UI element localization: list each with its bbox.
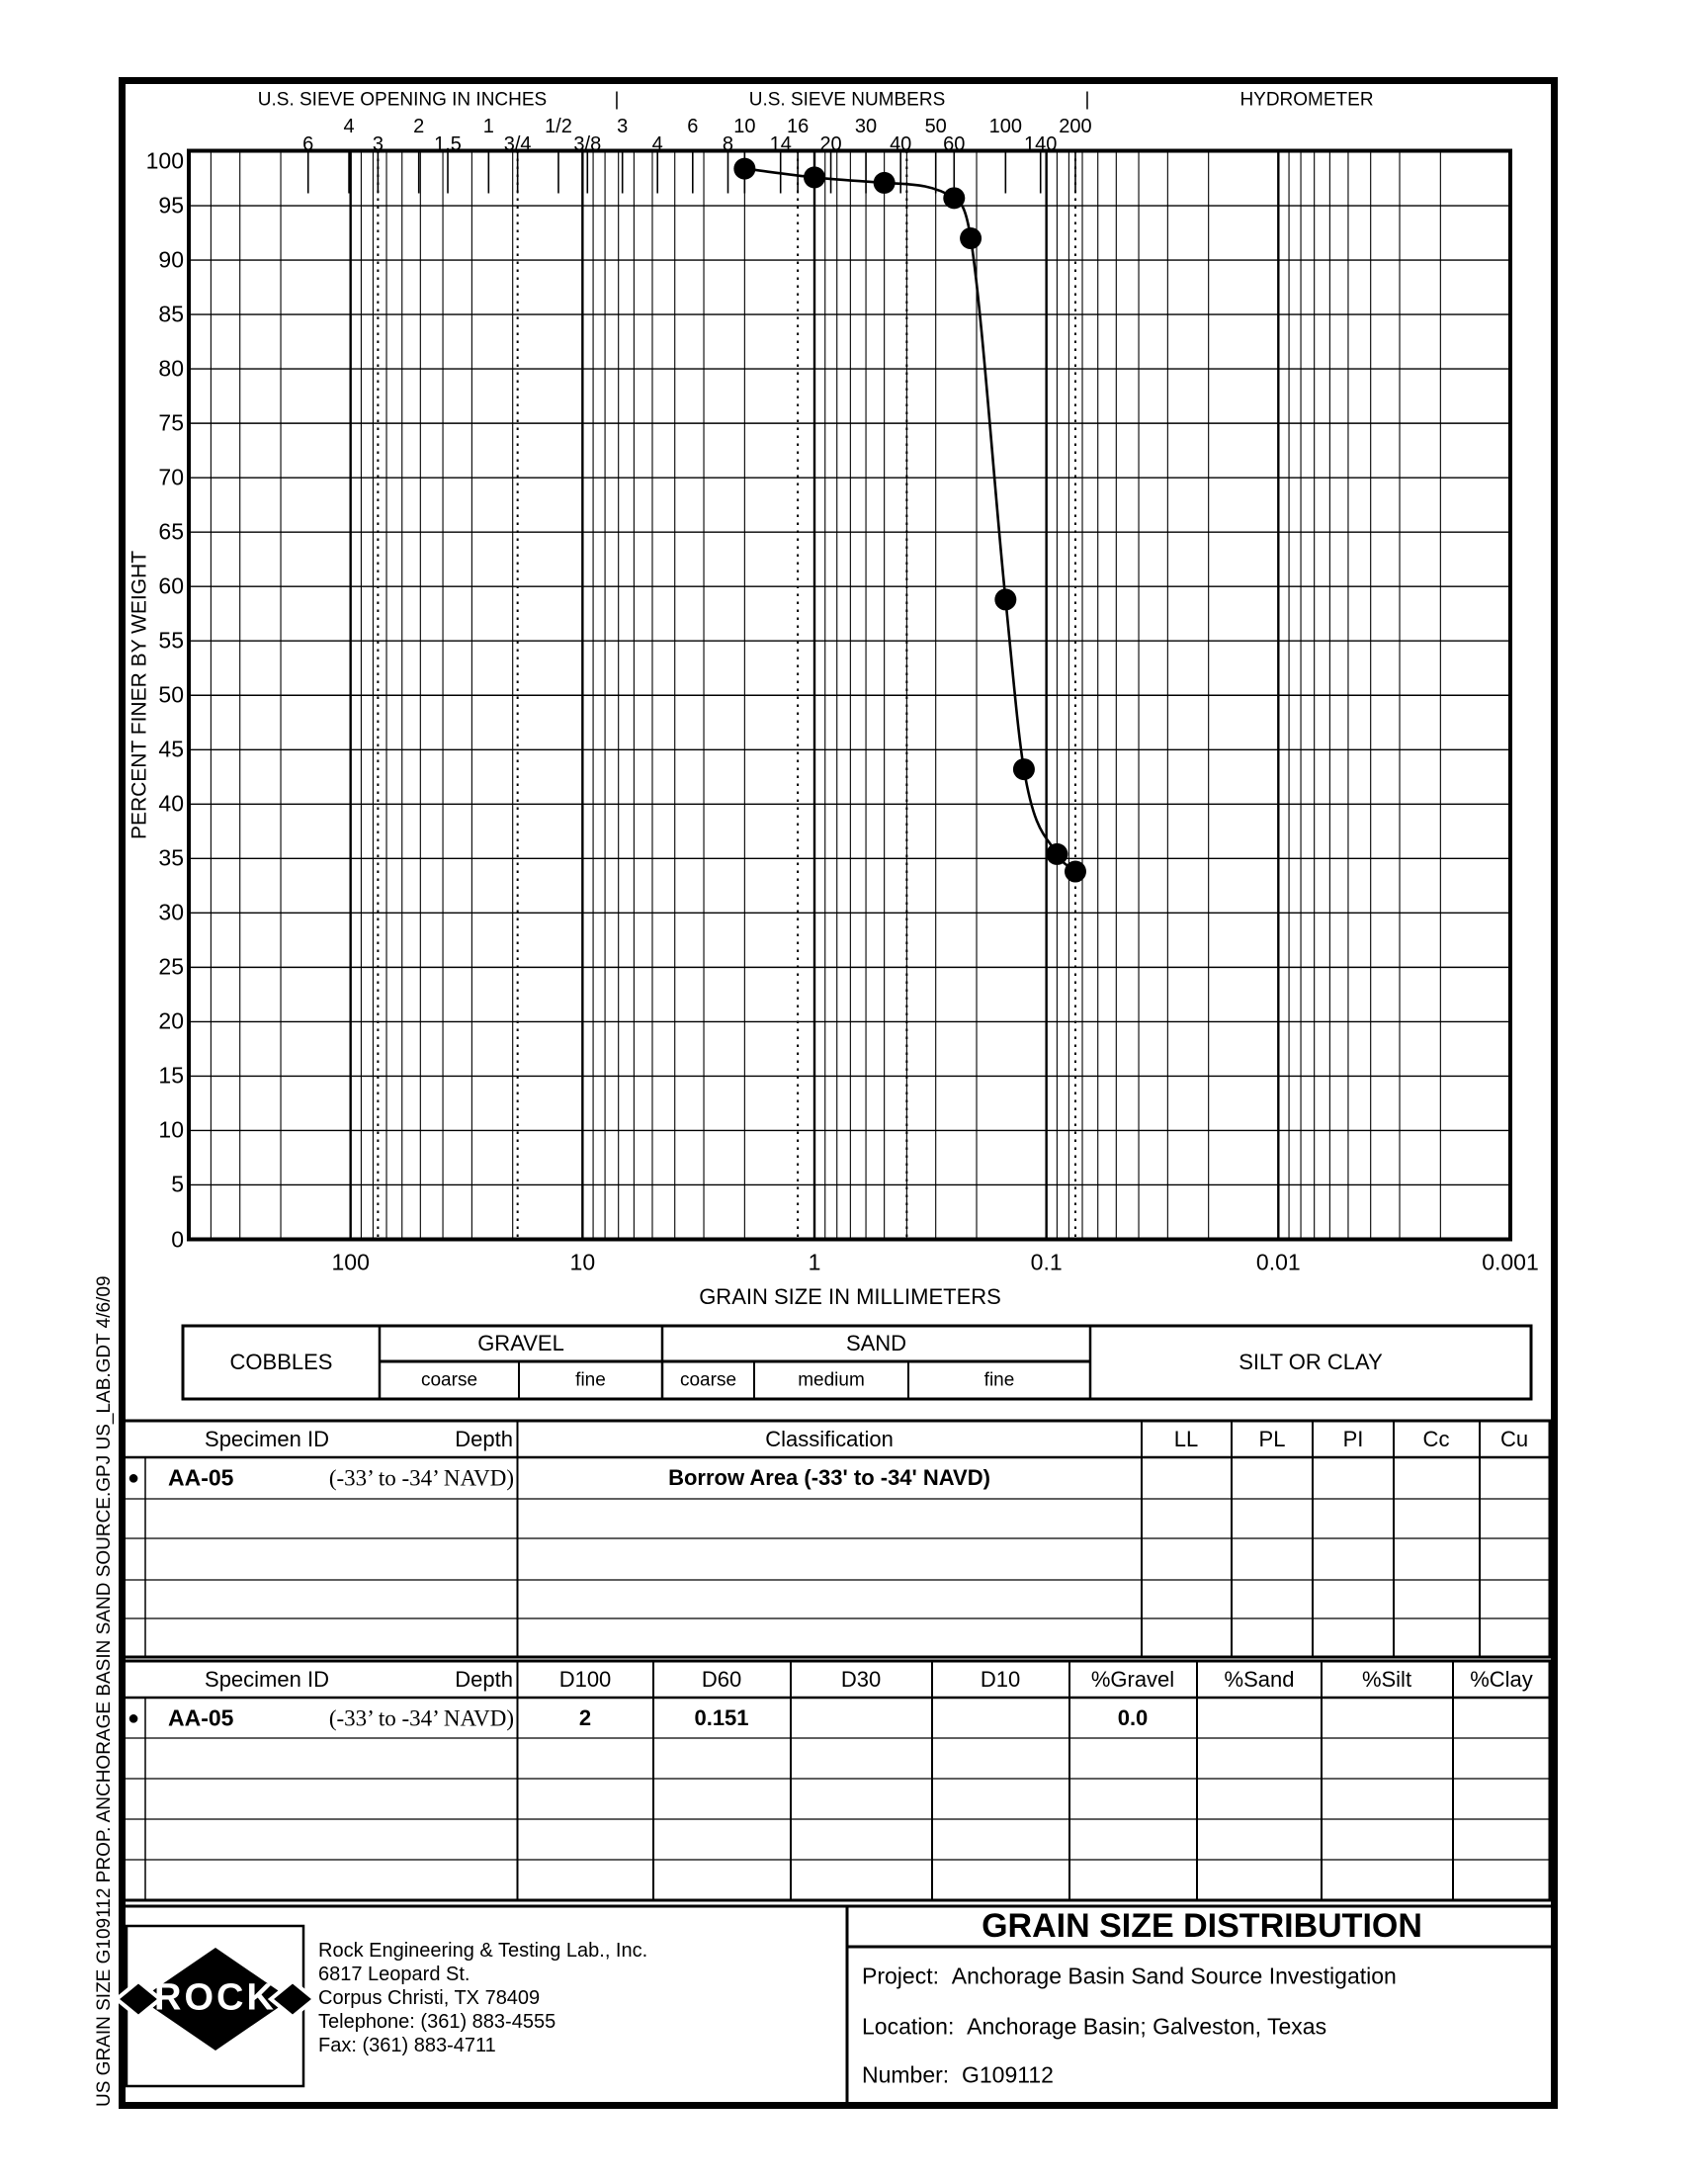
sieve-size-label: 1/2 [545, 116, 572, 137]
x-axis-tick-label: 0.1 [1030, 1249, 1063, 1275]
page-border [123, 81, 1555, 2106]
gradation-table-depth: (-33’ to -34’ NAVD) [328, 1705, 514, 1730]
y-axis-tick-label: 30 [158, 899, 184, 925]
y-axis-tick-label: 10 [158, 1116, 184, 1143]
sieve-size-label: 1.5 [434, 133, 462, 155]
header-sieve-inches-title: U.S. SIEVE OPENING IN INCHES [257, 89, 548, 111]
y-axis-tick-label: 25 [158, 953, 184, 980]
sieve-size-label: 140 [1024, 133, 1058, 155]
gradation-table-row-symbol: ● [127, 1706, 140, 1729]
y-axis-tick-label: 0 [171, 1226, 184, 1252]
y-axis-tick-label: 40 [158, 790, 184, 817]
gravel-sub-label: fine [575, 1369, 606, 1391]
header-hydrometer-title: HYDROMETER [1239, 89, 1374, 111]
specimen-table-header-specimen-id: Specimen ID [205, 1426, 329, 1451]
gravel-sub-label: coarse [420, 1369, 478, 1391]
y-axis-tick-label: 5 [171, 1171, 184, 1197]
sieve-size-label: 3/4 [503, 133, 532, 155]
sieve-size-label: 16 [787, 116, 810, 137]
rock-logo-text: ROCK [154, 1976, 277, 2019]
size-class-cobbles-label: COBBLES [229, 1350, 333, 1374]
specimen-table-header-LL: LL [1173, 1426, 1199, 1451]
sieve-size-label: 4 [343, 116, 355, 137]
sieve-size-label: 3/8 [573, 133, 602, 155]
header-separator-icon: | [614, 89, 620, 111]
sieve-size-label: 14 [769, 133, 792, 155]
data-point-marker [874, 172, 896, 194]
specimen-table-header-depth: Depth [455, 1426, 513, 1451]
location-value: Anchorage Basin; Galveston, Texas [967, 2013, 1327, 2040]
sieve-size-label: 100 [988, 116, 1023, 137]
gradation-table-cell-D60: 0.151 [694, 1704, 749, 1730]
data-point-marker [1065, 861, 1086, 883]
sieve-size-label: 4 [651, 133, 663, 155]
specimen-table-header-Cc: Cc [1422, 1426, 1450, 1451]
gradation-table-header-specimen-id: Specimen ID [205, 1666, 329, 1692]
y-axis-tick-label: 75 [158, 409, 184, 436]
y-axis-tick-label: 15 [158, 1062, 184, 1089]
data-point-marker [943, 187, 965, 209]
y-axis-tick-label: 65 [158, 518, 184, 545]
sieve-size-label: 2 [413, 116, 425, 137]
x-axis-tick-label: 10 [569, 1249, 596, 1275]
number-label: Number: [862, 2061, 950, 2088]
header-separator-icon: | [1084, 89, 1090, 111]
x-axis-title: GRAIN SIZE IN MILLIMETERS [699, 1284, 1001, 1309]
gradation-table-header-D10: D10 [980, 1666, 1021, 1692]
y-axis-tick-label: 70 [158, 464, 184, 490]
specimen-table-cell-classification: Borrow Area (-33' to -34' NAVD) [668, 1465, 990, 1490]
location-label: Location: [862, 2013, 955, 2040]
data-point-marker [1046, 843, 1068, 865]
gradation-table-header-Clay: %Clay [1470, 1666, 1533, 1692]
x-axis-tick-label: 0.01 [1255, 1249, 1301, 1275]
gradation-table-header-Gravel: %Gravel [1090, 1666, 1175, 1692]
data-point-marker [804, 166, 825, 188]
sand-sub-label: medium [798, 1369, 865, 1391]
gradation-table-header-D100: D100 [558, 1666, 612, 1692]
sieve-size-label: 8 [722, 133, 734, 155]
data-point-marker [994, 588, 1016, 610]
sieve-size-label: 30 [854, 116, 878, 137]
y-axis-tick-label: 85 [158, 301, 184, 327]
company-info-line: 6817 Leopard St. [318, 1964, 470, 1985]
gradation-table-cell-Gravel: 0.0 [1117, 1704, 1149, 1730]
y-axis-tick-label: 100 [145, 147, 184, 174]
y-axis-tick-label: 20 [158, 1007, 184, 1034]
rock-logo-right-diamond-icon [271, 1981, 314, 2017]
project-line [862, 1965, 1397, 1988]
gradation-table-header-D60: D60 [701, 1666, 742, 1692]
y-axis-tick-label: 50 [158, 681, 184, 708]
y-axis-tick-label: 90 [158, 246, 184, 273]
sieve-size-label: 3 [372, 133, 384, 155]
company-info-line: Corpus Christi, TX 78409 [318, 1987, 541, 2009]
gradation-table-header-D30: D30 [840, 1666, 882, 1692]
data-point-marker [733, 158, 755, 180]
gradation-table-specimen-id: AA-05 [168, 1704, 234, 1730]
specimen-table-header-Classification: Classification [765, 1426, 894, 1451]
project-value: Anchorage Basin Sand Source Investigation [951, 1963, 1397, 1989]
sieve-size-label: 60 [943, 133, 966, 155]
company-info-line: Fax: (361) 883-4711 [318, 2035, 496, 2056]
y-axis-tick-label: 35 [158, 844, 184, 871]
gradation-table-header-depth: Depth [455, 1666, 513, 1692]
x-axis-tick-label: 100 [331, 1249, 370, 1275]
specimen-table-header-PL: PL [1258, 1426, 1286, 1451]
size-class-sand-label: SAND [845, 1331, 907, 1355]
size-class-gravel-label: GRAVEL [477, 1331, 564, 1355]
sand-sub-label: coarse [679, 1369, 737, 1391]
report-title: GRAIN SIZE DISTRIBUTION [982, 1907, 1422, 1945]
gradation-table-cell-D100: 2 [578, 1704, 592, 1730]
specimen-table-depth: (-33’ to -34’ NAVD) [328, 1465, 514, 1491]
specimen-table-row-symbol: ● [127, 1467, 140, 1489]
sidebar-file-note: US GRAIN SIZE G109112 PROP. ANCHORAGE BASIN SAND SOURCE.GPJ US_LAB.GDT 4/6/09 [94, 1275, 115, 2107]
specimen-table-header-PI: PI [1342, 1426, 1364, 1451]
gradation-table-header-Silt: %Silt [1361, 1666, 1412, 1692]
y-axis-title: PERCENT FINER BY WEIGHT [128, 550, 151, 840]
sieve-size-label: 1 [482, 116, 494, 137]
sieve-size-label: 6 [687, 116, 699, 137]
size-class-silt-clay-label: SILT OR CLAY [1238, 1350, 1383, 1374]
sieve-size-label: 3 [617, 116, 629, 137]
number-value: G109112 [961, 2061, 1054, 2088]
location-line [862, 2013, 1327, 2040]
sieve-size-label: 6 [302, 133, 314, 155]
y-axis-tick-label: 80 [158, 355, 184, 382]
sieve-size-label: 10 [733, 116, 756, 137]
data-point-marker [1013, 758, 1035, 780]
header-sieve-numbers-title: U.S. SIEVE NUMBERS [748, 89, 946, 111]
y-axis-tick-label: 95 [158, 192, 184, 218]
specimen-table-specimen-id: AA-05 [168, 1464, 234, 1491]
y-axis-tick-label: 55 [158, 627, 184, 654]
number-line [862, 2061, 1054, 2088]
specimen-table-header-Cu: Cu [1499, 1426, 1529, 1451]
x-axis-tick-label: 1 [808, 1249, 821, 1275]
project-label: Project: [862, 1963, 939, 1989]
sieve-size-label: 50 [924, 116, 947, 137]
sieve-size-label: 20 [819, 133, 842, 155]
y-axis-tick-label: 45 [158, 736, 184, 762]
sieve-size-label: 40 [890, 133, 912, 155]
data-point-marker [960, 227, 982, 249]
x-axis-tick-label: 0.001 [1482, 1249, 1539, 1275]
sieve-size-label: 200 [1059, 116, 1092, 137]
gradation-table-header-Sand: %Sand [1224, 1666, 1295, 1692]
y-axis-tick-label: 60 [158, 572, 184, 599]
company-info-line: Telephone: (361) 883-4555 [318, 2011, 556, 2033]
sand-sub-label: fine [983, 1369, 1015, 1391]
company-info-line: Rock Engineering & Testing Lab., Inc. [318, 1940, 648, 1962]
